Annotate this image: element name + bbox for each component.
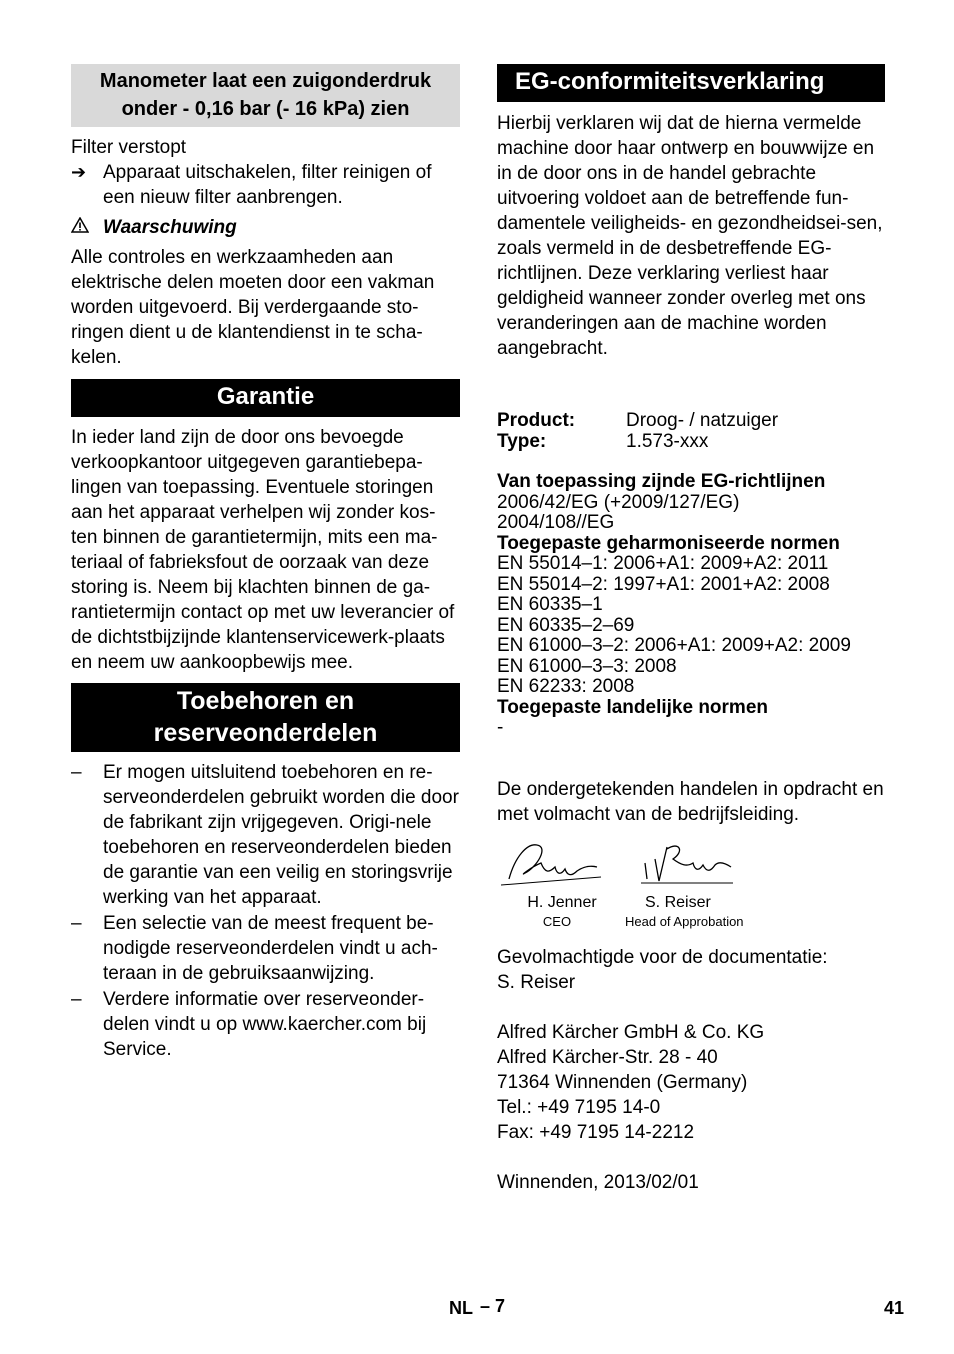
list-item <box>71 760 460 910</box>
signature-reiser <box>625 837 749 932</box>
toebehoren-heading-line2: reserveonderdelen <box>153 719 378 747</box>
signer-role: Head of Approbation <box>625 913 744 929</box>
footer-page-local: – 7 <box>480 1296 506 1316</box>
list-item-text: Verdere informatie over reserveonder-delen vindt u op www.kaercher.com bij Service. <box>103 989 427 1060</box>
toebehoren-heading-line1: Toebehoren en <box>176 687 355 715</box>
arrow-right-icon: ➔ <box>71 162 87 182</box>
left-column <box>71 64 460 1063</box>
warning-row <box>71 215 460 240</box>
list-item-text: Een selectie van de meest frequent be-nodigde reserveonderdelen vindt u ach-teraan in de gebruiksaanwijzing. <box>103 913 438 984</box>
norm-item: EN 60335–1 <box>497 594 603 615</box>
normen-heading: Toegepaste geharmoniseerde normen <box>497 532 840 554</box>
gevolmachtigde-line1: Gevolmachtigde voor de documentatie: <box>497 946 828 968</box>
signatures <box>497 837 885 937</box>
filter-action <box>71 160 460 210</box>
landelijke-value: - <box>497 717 504 738</box>
norm-item: EN 61000–3–3: 2008 <box>497 655 677 677</box>
toebehoren-list <box>71 760 460 1062</box>
norm-item: EN 62233: 2008 <box>497 676 635 697</box>
signature-jenner <box>497 837 607 932</box>
toebehoren-heading <box>71 683 460 752</box>
standards-block <box>497 472 885 739</box>
ondergetekenden-text: De ondergetekenden handelen in opdracht en met volmacht van de bedrijfsleiding. <box>497 778 884 825</box>
list-item <box>71 987 460 1062</box>
manometer-heading: Manometer laat een zuigonderdruk onder - 0,16 bar (- 16 kPa) zien <box>71 64 460 127</box>
address-line: Tel.: +49 7195 14-0 <box>497 1096 661 1118</box>
signature-reiser-drawing <box>637 837 737 889</box>
norm-item: EN 60335–2–69 <box>497 614 635 636</box>
richtlijn-item: 2006/42/EG (+2009/127/EG) <box>497 491 740 513</box>
product-label: Product: <box>497 410 576 431</box>
richtlijn-item: 2004/108//EG <box>497 512 615 533</box>
garantie-heading: Garantie <box>71 379 460 417</box>
place-date: Winnenden, 2013/02/01 <box>497 1171 699 1193</box>
eg-heading: EG-conformiteitsverklaring <box>497 64 885 102</box>
signer-name: S. Reiser <box>645 893 711 911</box>
eg-text: Hierbij verklaren wij dat de hierna vermelde machine door haar ontwerp en bouwwijze en in de door ons in de handel gebrachte uitvoering voldoet aan de betreffende fun-damentele veiligheids- en gezondheidsei-sen, zoals vermeld in de desbetreffende EG-richtlijnen. Deze verklaring verliest haar geldigheid wanneer zonder overleg met ons veranderingen aan de machine worden aangebracht. <box>497 113 883 359</box>
dash-bullet: – <box>71 762 82 783</box>
list-item-text: Er mogen uitsluitend toebehoren en re-serveonderdelen gebruikt worden die door de fabrikant zijn vrijgegeven. Origi-nele toebehoren en reserveonderdelen bieden de garantie van een veilig en storingsvrije werking van het apparaat. <box>103 762 459 908</box>
address-line: Alfred Kärcher GmbH & Co. KG <box>497 1021 765 1043</box>
landelijke-heading: Toegepaste landelijke normen <box>497 696 769 718</box>
product-value: Droog- / natzuiger <box>626 410 779 431</box>
address-line: 71364 Winnenden (Germany) <box>497 1071 748 1093</box>
signer-name: H. Jenner <box>527 893 597 911</box>
type-label: Type: <box>497 430 547 452</box>
footer-lang: NL <box>449 1298 473 1318</box>
gevolmachtigde-line2: S. Reiser <box>497 971 576 993</box>
signer-role: CEO <box>542 913 572 929</box>
filter-action-text: Apparaat uitschakelen, filter reinigen of een nieuw filter aanbrengen. <box>103 162 432 208</box>
warning-triangle-icon <box>71 215 103 240</box>
address-line: Fax: +49 7195 14-2212 <box>497 1121 695 1143</box>
warning-label: Waarschuwing <box>103 217 237 238</box>
address-line: Alfred Kärcher-Str. 28 - 40 <box>497 1046 718 1068</box>
norm-item: EN 55014–2: 1997+A1: 2001+A2: 2008 <box>497 573 830 595</box>
dash-bullet: – <box>71 913 82 934</box>
garantie-text: In ieder land zijn de door ons bevoegde verkoopkantoor uitgegeven garantiebepa-lingen van toepassing. Eventuele storingen aan het apparaat verhelpen wij zonder kos-ten binnen de garantietermijn, mits een ma-teriaal of fabrieksfout de oorzaak van deze storing is. Neem bij klachten binnen de ga-rantietermijn contact op met uw leverancier of de dichtstbijzijnde klantenservicewerk-plaats en neem uw aankoopbewijs mee. <box>71 427 455 673</box>
type-value: 1.573-xxx <box>626 430 709 452</box>
norm-item: EN 55014–1: 2006+A1: 2009+A2: 2011 <box>497 553 829 574</box>
norm-item: EN 61000–3–2: 2006+A1: 2009+A2: 2009 <box>497 635 851 656</box>
list-item <box>71 911 460 986</box>
richtlijnen-heading: Van toepassing zijnde EG-richtlijnen <box>497 471 826 492</box>
page-number: 41 <box>884 1298 905 1318</box>
product-block <box>497 411 885 452</box>
filter-text: Filter verstopt <box>71 137 187 158</box>
warning-text: Alle controles en werkzaamheden aan elektrische delen moeten door een vakman worden uitgevoerd. Bij verdergaande sto-ringen dient u de klantendienst in te scha-kelen. <box>71 247 435 368</box>
product-row <box>497 411 885 432</box>
right-column <box>497 64 885 1195</box>
dash-bullet: – <box>71 989 82 1010</box>
signature-jenner-drawing <box>497 837 607 889</box>
address-block <box>497 1020 885 1145</box>
type-row <box>497 432 885 453</box>
